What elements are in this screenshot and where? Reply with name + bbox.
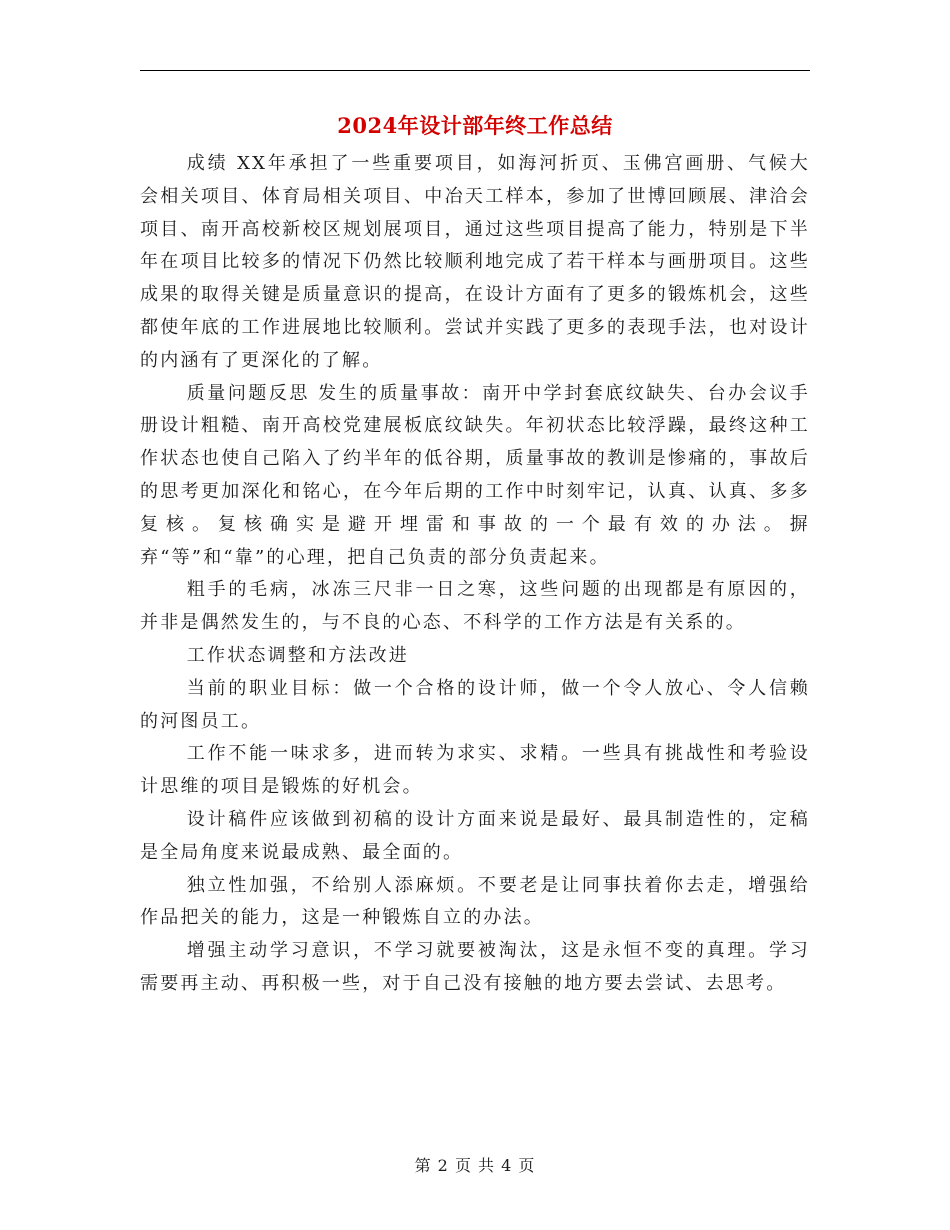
paragraph-achievements: 成绩 XX年承担了一些重要项目，如海河折页、玉佛宫画册、气候大会相关项目、体育局相关项目、中冶天工样本，参加了世博回顾展、津洽会项目、南开高校新校区规划展项目，通过这些项目提高了能力，特别是下半年在项目比较多的情况下仍然比较顺利地完成了若干样本与画册项目。这些成果的取得关键是质量意识的提高，在设计方面有了更多的锻炼机会，这些都使年底的工作进展地比较顺利。尝试并实践了更多的表现手法，也对设计的内涵有了更深化的了解。: [140, 153, 810, 371]
paragraph-careless-habits: 粗手的毛病，冰冻三尺非一日之寒，这些问题的出现都是有原因的，并非是偶然发生的，与不良的心态、不科学的工作方法是有关系的。: [140, 579, 810, 634]
paragraph-career-goal: 当前的职业目标：做一个合格的设计师，做一个令人放心、令人信赖的河图员工。: [140, 677, 810, 732]
document-body: [140, 148, 810, 1001]
page-number: 第 2 页 共 4 页: [414, 1156, 536, 1175]
paragraph-independence: 独立性加强，不给别人添麻烦。不要老是让同事扶着你去走，增强给作品把关的能力，这是一种锻炼自立的办法。: [140, 874, 810, 929]
paragraph-quality-over-quantity: 工作不能一味求多，进而转为求实、求精。一些具有挑战性和考验设计思维的项目是锻炼的好机会。: [140, 743, 810, 798]
paragraph-active-learning: 增强主动学习意识，不学习就要被淘汰，这是永恒不变的真理。学习需要再主动、再积极一些，对于自己没有接触的地方要去尝试、去思考。: [140, 940, 810, 994]
section-heading-work-adjustment: 工作状态调整和方法改进: [186, 644, 409, 666]
document-title: 2024年设计部年终工作总结: [337, 113, 613, 138]
header-rule: [140, 70, 810, 71]
paragraph-quality-reflection: 质量问题反思 发生的质量事故：南开中学封套底纹缺失、台办会议手册设计粗糙、南开高校党建展板底纹缺失。年初状态比较浮躁，最终这种工作状态也使自己陷入了约半年的低谷期，质量事故的教训是惨痛的，事故后的思考更加深化和铭心，在今年后期的工作中时刻牢记，认真、认真、多多复核。复核确实是避开埋雷和事故的一个最有效的办法。摒弃“等”和“靠”的心理，把自己负责的部分负责起来。: [140, 382, 810, 568]
paragraph-draft-standards: 设计稿件应该做到初稿的设计方面来说是最好、最具制造性的，定稿是全局角度来说最成熟、最全面的。: [140, 808, 810, 863]
